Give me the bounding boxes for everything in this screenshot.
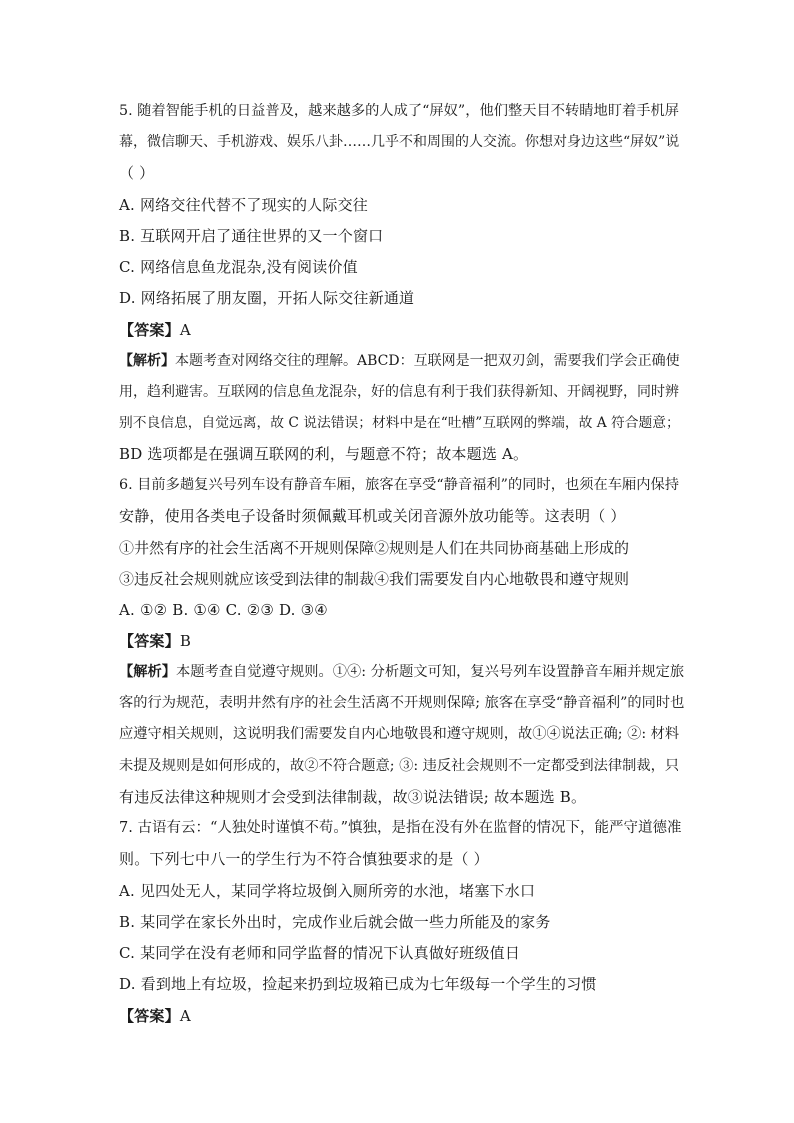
q5-stem-line-1: 5. 随着智能手机的日益普及，越来越多的人成了“屏奴”，他们整天目不转睛地盯着手机屏 — [119, 103, 679, 119]
q5-answer — [119, 320, 684, 340]
q6-analysis-line-3: 应遵守相关规则，这说明我们需要发自内心地敬畏和遵守规则，故①④说法正确; ②: 材料 — [119, 726, 680, 742]
q5-option-d: D. 网络拓展了朋友圈，开拓人际交往新通道 — [119, 289, 415, 307]
q5-option-a: A. 网络交往代替不了现实的人际交往 — [119, 196, 368, 214]
q5-option-b: B. 互联网开启了通往世界的又一个窗口 — [119, 227, 384, 245]
q6-statement-1: ①井然有序的社会生活离不开规则保障②规则是人们在共同协商基础上形成的 — [119, 539, 630, 557]
answer-label: 【答案】 — [119, 1007, 180, 1025]
analysis-label: 【解析】 — [119, 353, 175, 369]
q5-analysis-line-1 — [119, 351, 684, 371]
q5-option-c: C. 网络信息鱼龙混杂,没有阅读价值 — [119, 258, 358, 276]
answer-value: A — [179, 1007, 191, 1025]
answer-value: B — [179, 632, 192, 650]
q7-answer — [119, 1006, 684, 1026]
q7-stem-line-2: 则。下列七中八一的学生行为不符合慎独要求的是（ ） — [119, 850, 489, 868]
q5-stem-line-3: （ ） — [119, 164, 155, 182]
answer-label: 【答案】 — [119, 632, 180, 650]
q7-stem-line-1: 7. 古语有云：“人独处时谨慎不苟。”慎独，是指在没有外在监督的情况下，能严守道德准 — [119, 820, 682, 836]
q6-analysis-line-4: 未提及规则是如何形成的，故②不符合题意; ③: 违反社会规则不一定都受到法律制裁，只 — [119, 758, 680, 774]
analysis-label: 【解析】 — [119, 664, 177, 680]
q6-analysis-line-5: 有违反法律这种规则才会受到法律制裁，故③说法错误; 故本题选 B。 — [119, 788, 587, 806]
analysis-text: 本题考查对网络交往的理解。ABCD：互联网是一把双刃剑，需要我们学会正确使 — [175, 353, 680, 369]
q7-option-c: C. 某同学在没有老师和同学监督的情况下认真做好班级值日 — [119, 944, 521, 962]
q6-stem-line-1: 6. 目前多趟复兴号列车设有静音车厢，旅客在享受“静音福利”的同时，也须在车厢内保持 — [119, 477, 679, 493]
q7-option-b: B. 某同学在家长外出时，完成作业后就会做一些力所能及的家务 — [119, 913, 551, 931]
answer-value: A — [179, 321, 191, 339]
analysis-text: 本题考查自觉遵守规则。①④: 分析题文可知，复兴号列车设置静音车厢并规定旅 — [176, 664, 685, 680]
q6-answer — [119, 631, 684, 651]
q6-statement-2: ③违反社会规则就应该受到法律的制裁④我们需要发自内心地敬畏和遵守规则 — [119, 570, 630, 588]
q6-options: A. ①② B. ①④ C. ②③ D. ③④ — [119, 601, 328, 619]
q6-stem-line-2: 安静，使用各类电子设备时须佩戴耳机或关闭音源外放功能等。这表明（ ） — [119, 507, 626, 525]
q7-option-a: A. 见四处无人，某同学将垃圾倒入厕所旁的水池，堵塞下水口 — [119, 882, 536, 900]
q6-analysis-line-2: 客的行为规范，表明井然有序的社会生活离不开规则保障; 旅客在享受“静音福利”的同时也 — [119, 695, 685, 711]
q5-stem-line-2: 幕，微信聊天、手机游戏、娱乐八卦……几乎不和周围的人交流。你想对身边这些“屏奴”说 — [119, 134, 680, 150]
q5-analysis-line-2: 用，趋利避害。互联网的信息鱼龙混杂，好的信息有利于我们获得新知、开阔视野，同时辨 — [119, 384, 679, 400]
answer-label: 【答案】 — [119, 321, 180, 339]
q6-analysis-line-1 — [119, 662, 684, 682]
q7-option-d: D. 看到地上有垃圾，捡起来扔到垃圾箱已成为七年级每一个学生的习惯 — [119, 975, 597, 993]
q5-analysis-line-3: 别不良信息，自觉远离，故 C 说法错误；材料中是在“吐槽”互联网的弊端，故 A 符合题意； — [119, 415, 680, 431]
q5-analysis-line-4: BD 选项都是在强调互联网的利，与题意不符；故本题选 A。 — [119, 445, 529, 463]
